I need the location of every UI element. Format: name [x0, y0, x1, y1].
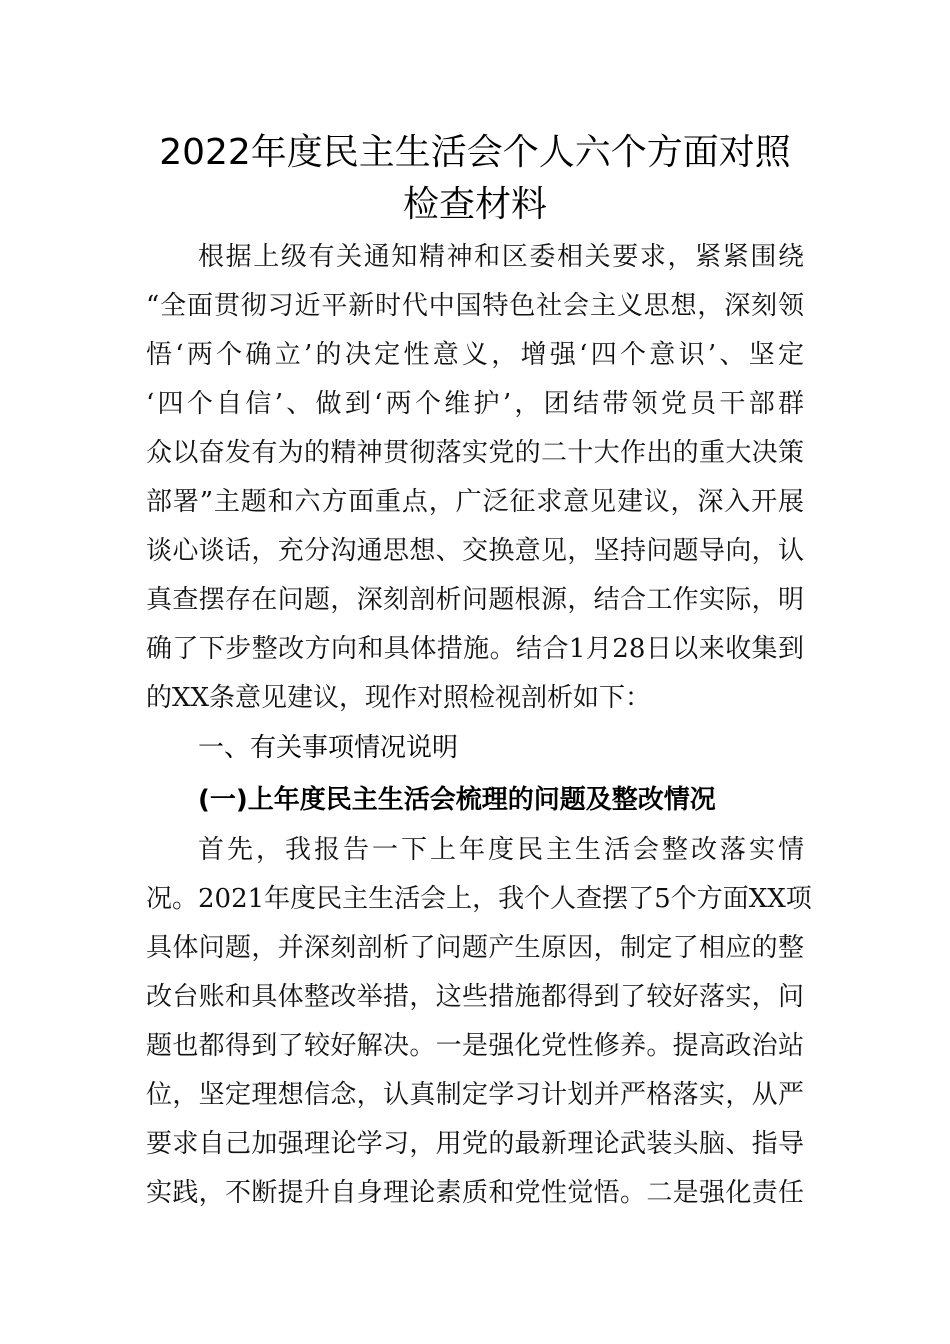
section-heading: 一、有关事项情况说明 [198, 733, 459, 763]
intro-line: 众以奋发有为的精神贯彻落实党的二十大作出的重大决策 [146, 438, 804, 468]
document-title-line-1: 2022年度民主生活会个人六个方面对照 [159, 132, 791, 173]
subsection-heading: (一)上年度民主生活会梳理的问题及整改情况 [198, 785, 716, 815]
intro-line: 部署”主题和六方面重点，广泛征求意见建议，深入开展 [146, 487, 804, 517]
intro-line: ‘四个自信’、做到‘两个维护’，团结带领党员干部群 [146, 389, 804, 419]
intro-line: “全面贯彻习近平新时代中国特色社会主义思想，深刻领 [146, 291, 804, 321]
body-line: 况。2021年度民主生活会上，我个人查摆了5个方面XX项 [146, 884, 812, 914]
intro-line: 确了下步整改方向和具体措施。结合1月28日以来收集到 [146, 634, 804, 664]
body-line: 首先，我报告一下上年度民主生活会整改落实情 [198, 835, 804, 865]
body-line: 实践，不断提升自身理论素质和党性觉悟。二是强化责任 [146, 1178, 804, 1208]
body-line: 题也都得到了较好解决。一是强化党性修养。提高政治站 [146, 1031, 804, 1061]
body-line: 改台账和具体整改举措，这些措施都得到了较好落实，问 [146, 982, 804, 1012]
body-line: 具体问题，并深刻剖析了问题产生原因，制定了相应的整 [146, 933, 804, 963]
intro-line: 的XX条意见建议，现作对照检视剖析如下： [146, 683, 652, 713]
body-line: 位，坚定理想信念，认真制定学习计划并严格落实，从严 [146, 1080, 804, 1110]
intro-line: 根据上级有关通知精神和区委相关要求，紧紧围绕 [198, 242, 804, 272]
intro-line: 悟‘两个确立’的决定性意义，增强‘四个意识’、坚定 [146, 340, 804, 370]
intro-line: 谈心谈话，充分沟通思想、交换意见，坚持问题导向，认 [146, 536, 804, 566]
body-line: 要求自己加强理论学习，用党的最新理论武装头脑、指导 [146, 1129, 804, 1159]
intro-line: 真查摆存在问题，深刻剖析问题根源，结合工作实际，明 [146, 585, 804, 615]
document-title-line-2: 检查材料 [402, 184, 547, 225]
